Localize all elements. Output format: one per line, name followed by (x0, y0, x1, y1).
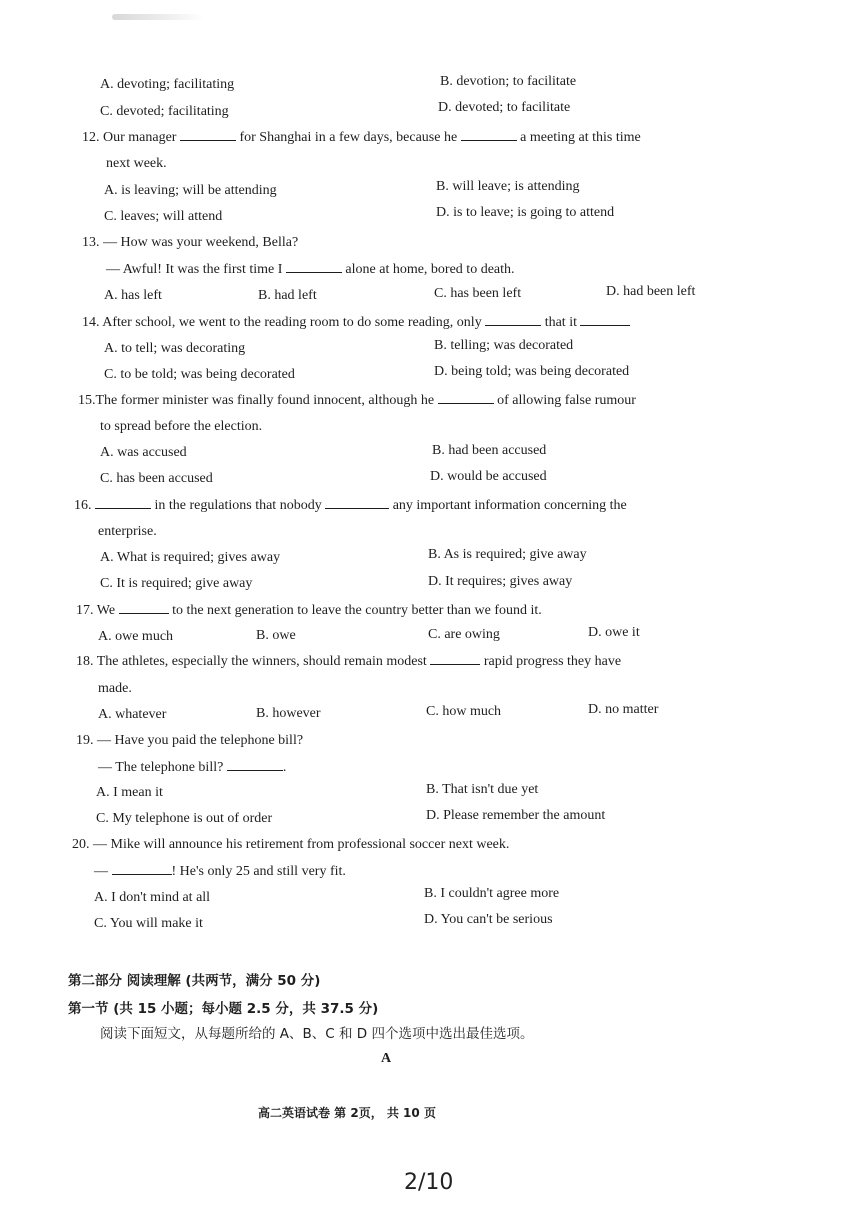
option-a: A. was accused (100, 445, 187, 460)
option-d: D. had been left (606, 284, 696, 299)
option-b: B. I couldn't agree more (424, 886, 560, 901)
question-13-stem-cont: — Awful! It was the first time I alone at home, bored to death. (106, 262, 515, 277)
section-title: 第二部分 阅读理解 (共两节，满分 50 分) (68, 973, 321, 989)
option-d: D. would be accused (430, 469, 547, 484)
question-19-stem: 19. — Have you paid the telephone bill? (76, 733, 304, 748)
question-12-stem: 12. Our manager for Shanghai in a few days, because he a meeting at this time (82, 130, 641, 145)
question-14-stem: 14. After school, we went to the reading room to do some reading, only that it (82, 313, 630, 332)
question-number: 12. (82, 130, 100, 145)
option-c: C. to be told; was being decorated (104, 367, 295, 382)
answer-blank (119, 601, 169, 614)
answer-blank (325, 496, 389, 509)
scan-smudge (112, 14, 204, 20)
option-d: D. owe it (588, 625, 640, 640)
question-16-stem-cont: enterprise. (98, 524, 157, 539)
question-number: 20. (72, 837, 90, 852)
answer-blank (461, 128, 517, 141)
question-number: 15. (78, 393, 96, 408)
answer-blank (227, 758, 283, 771)
answer-blank (95, 496, 151, 509)
question-20-stem: 20. — Mike will announce his retirement from professional soccer next week. (72, 837, 510, 852)
option-c: C. devoted; facilitating (100, 104, 229, 119)
page-indicator: 2/10 (404, 1170, 454, 1195)
answer-blank (286, 260, 342, 273)
question-15-stem-cont: to spread before the election. (100, 419, 263, 434)
option-b: B. That isn't due yet (426, 782, 539, 797)
option-b: B. owe (256, 628, 296, 643)
question-19-stem-cont: — The telephone bill? . (98, 760, 287, 775)
option-d: D. Please remember the amount (426, 808, 606, 823)
question-13-stem: 13. — How was your weekend, Bella? (82, 235, 299, 250)
option-c: C. has been accused (100, 471, 213, 486)
page-footer: 高二英语试卷 第 2页， 共 10 页 (258, 1106, 436, 1120)
instructions: 阅读下面短文，从每题所给的 A、B、C 和 D 四个选项中选出最佳选项。 (100, 1026, 534, 1042)
option-c: C. how much (426, 704, 502, 719)
option-c: C. My telephone is out of order (96, 811, 273, 826)
option-c: C. leaves; will attend (104, 209, 223, 224)
option-d: D. It requires; gives away (428, 574, 573, 589)
question-number: 14. (82, 315, 100, 330)
passage-label: A (381, 1051, 392, 1066)
answer-blank (430, 652, 480, 665)
option-a: A. to tell; was decorating (104, 341, 246, 356)
question-number: 13. (82, 235, 100, 250)
question-17-stem: 17. We to the next generation to leave the country better than we found it. (76, 603, 542, 618)
option-d: D. being told; was being decorated (434, 364, 630, 379)
option-c: C. has been left (434, 286, 522, 301)
option-b: B. had left (258, 288, 317, 303)
option-a: A. owe much (98, 629, 174, 644)
question-number: 19. (76, 733, 94, 748)
question-16-stem: 16. in the regulations that nobody any important information concerning the (74, 498, 627, 513)
question-number: 17. (76, 603, 94, 618)
option-b: B. however (256, 706, 321, 721)
option-d: D. devoted; to facilitate (438, 100, 571, 115)
question-number: 18. (76, 654, 94, 669)
question-18-stem-cont: made. (98, 681, 132, 696)
option-a: A. whatever (98, 707, 167, 722)
option-d: D. no matter (588, 702, 659, 717)
answer-blank (580, 313, 630, 326)
option-b: B. devotion; to facilitate (440, 74, 577, 89)
option-a: A. devoting; facilitating (100, 77, 235, 92)
option-b: B. As is required; give away (428, 547, 587, 562)
question-20-stem-cont: — ! He's only 25 and still very fit. (94, 864, 346, 879)
answer-blank (438, 391, 494, 404)
answer-blank (485, 313, 541, 326)
answer-blank (112, 862, 172, 875)
option-a: A. I mean it (96, 785, 163, 800)
subsection-title: 第一节 (共 15 小题；每小题 2.5 分，共 37.5 分) (68, 1001, 379, 1017)
option-d: D. You can't be serious (424, 912, 553, 927)
option-a: A. I don't mind at all (94, 890, 211, 905)
question-12-stem-cont: next week. (106, 156, 167, 171)
option-c: C. are owing (428, 627, 500, 642)
answer-blank (180, 128, 236, 141)
option-a: A. has left (104, 288, 162, 303)
question-15-stem: 15.The former minister was finally found innocent, although he of allowing false rumour (78, 393, 636, 408)
option-b: B. had been accused (432, 443, 547, 458)
option-a: A. is leaving; will be attending (104, 183, 277, 198)
option-c: C. It is required; give away (100, 576, 253, 591)
option-d: D. is to leave; is going to attend (436, 205, 615, 220)
option-a: A. What is required; gives away (100, 550, 281, 565)
question-number: 16. (74, 498, 92, 513)
option-b: B. telling; was decorated (434, 338, 574, 353)
question-18-stem: 18. The athletes, especially the winners, should remain modest rapid progress they have (76, 654, 622, 669)
option-c: C. You will make it (94, 916, 203, 931)
option-b: B. will leave; is attending (436, 179, 580, 194)
